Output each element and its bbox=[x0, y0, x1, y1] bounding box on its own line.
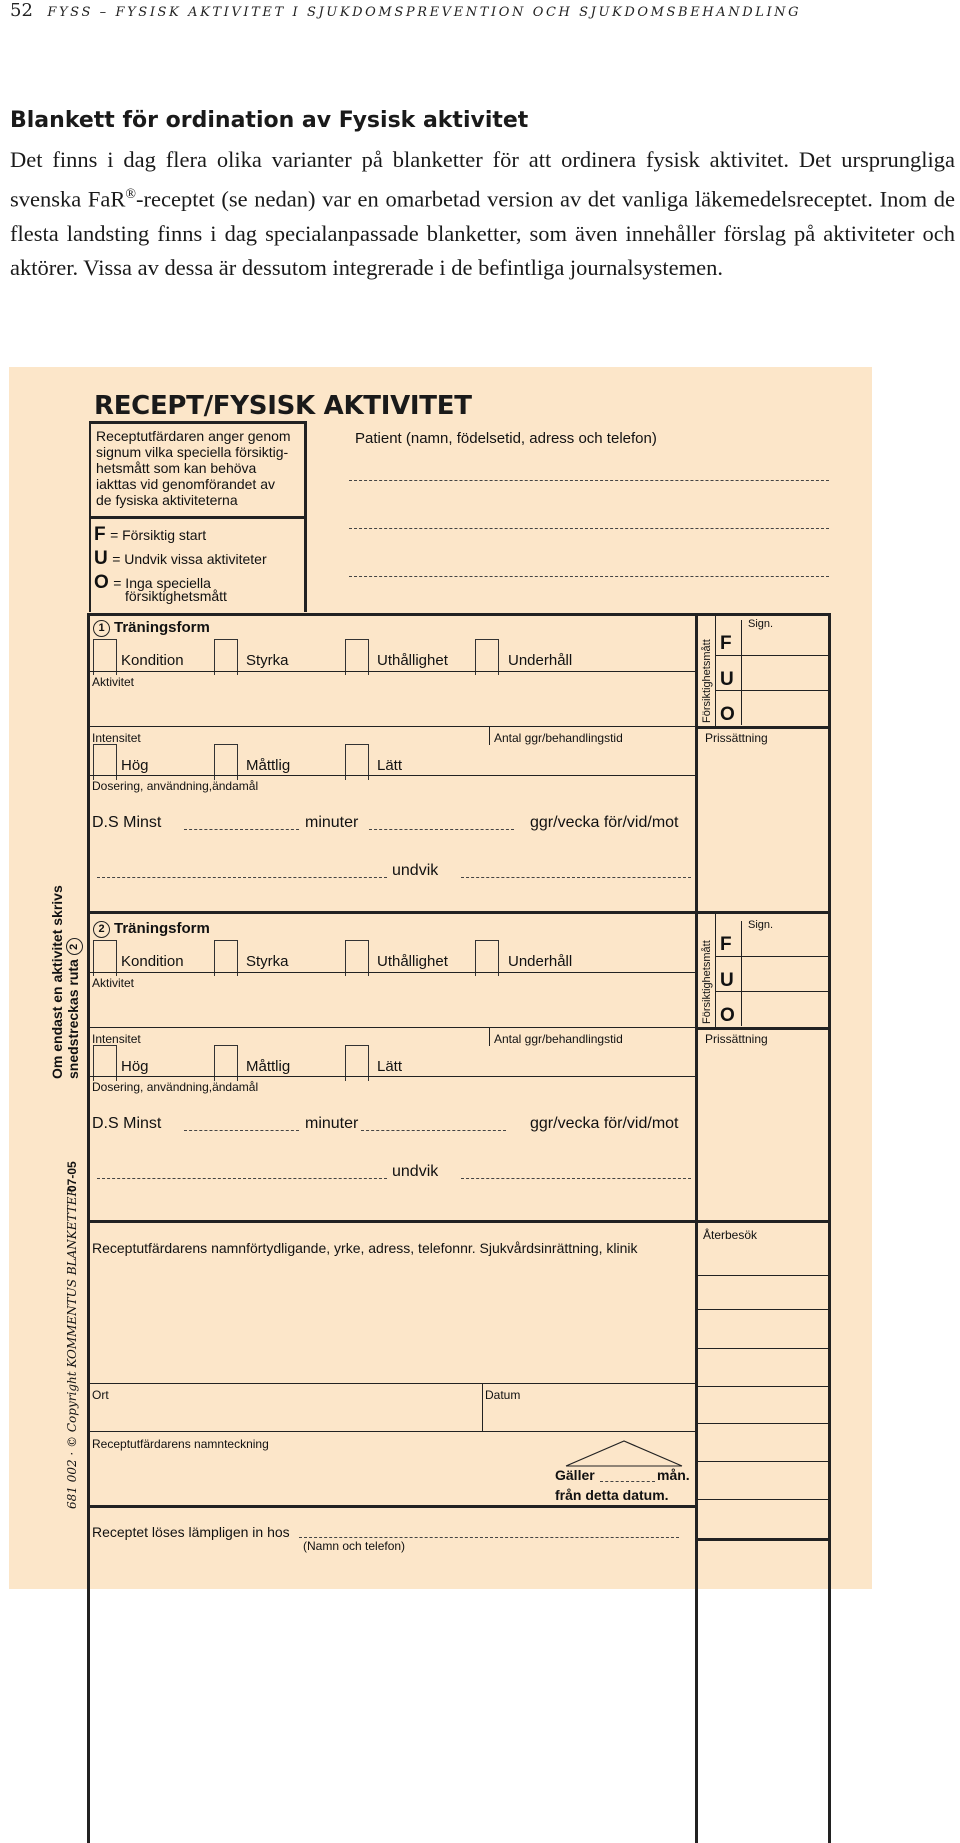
divider bbox=[698, 726, 831, 729]
checkbox-kondition[interactable] bbox=[93, 639, 117, 675]
divider bbox=[715, 991, 831, 992]
namn-telefon-label: (Namn och telefon) bbox=[303, 1539, 406, 1553]
man-label: mån. bbox=[657, 1467, 690, 1483]
level-hog: Hög bbox=[121, 1058, 149, 1075]
triangle-outline bbox=[566, 1441, 682, 1466]
aktivitet-label: Aktivitet bbox=[92, 675, 135, 689]
type-styrka: Styrka bbox=[246, 953, 289, 970]
level-latt: Lätt bbox=[377, 757, 403, 774]
undvik-field-right[interactable] bbox=[461, 877, 691, 878]
info-line: Receptutfärdaren anger genom bbox=[96, 428, 291, 444]
fuo-u: U bbox=[720, 669, 734, 690]
divider bbox=[695, 1538, 831, 1541]
level-mattlig: Måttlig bbox=[246, 1058, 291, 1075]
divider bbox=[698, 1309, 831, 1310]
section-number: 2 bbox=[93, 921, 110, 938]
legend-letter-u: U bbox=[94, 548, 108, 569]
page-number: 52 bbox=[10, 0, 33, 21]
prissattning-label: Prissättning bbox=[705, 731, 768, 745]
side-note-number: 2 bbox=[66, 938, 83, 955]
running-header bbox=[10, 0, 801, 21]
level-mattlig: Måttlig bbox=[246, 757, 291, 774]
minst-field[interactable] bbox=[184, 1130, 299, 1131]
checkbox-kondition[interactable] bbox=[93, 940, 117, 976]
divider bbox=[482, 1383, 483, 1431]
divider bbox=[89, 1431, 695, 1432]
legend-text: försiktighetsmått bbox=[125, 588, 227, 604]
divider bbox=[89, 516, 307, 519]
divider bbox=[741, 921, 742, 1026]
loses-label: Receptet löses lämpligen in hos bbox=[92, 1524, 290, 1540]
forsiktighetsmatt-label: Försiktighetsmått bbox=[701, 940, 713, 1024]
legend-text: = Försiktig start bbox=[110, 527, 207, 543]
galler-label: Gäller bbox=[555, 1467, 595, 1483]
ggr-field[interactable] bbox=[369, 829, 514, 830]
divider bbox=[698, 1348, 831, 1349]
fuo-u: U bbox=[720, 970, 734, 991]
divider bbox=[715, 690, 831, 691]
intro-paragraph bbox=[10, 143, 955, 286]
fuo-o: O bbox=[720, 704, 735, 725]
form-title: RECEPT/FYSISK AKTIVITET bbox=[94, 391, 472, 421]
section-1-label bbox=[93, 619, 210, 637]
side-note-2 bbox=[65, 934, 83, 1079]
dosering-label: Dosering, användning,ändamål bbox=[92, 779, 259, 793]
side-note-1: Om endast en aktivitet skrivs bbox=[49, 885, 65, 1079]
loses-field[interactable] bbox=[299, 1537, 679, 1538]
utfardare-label: Receptutfärdarens namnförtydligande, yrke, adress, telefonnr. Sjukvårdsinrättning, klinik bbox=[92, 1240, 638, 1256]
checkbox-styrka[interactable] bbox=[214, 639, 238, 675]
divider bbox=[715, 914, 716, 1027]
section-label-text: Träningsform bbox=[114, 619, 210, 636]
checkbox-styrka[interactable] bbox=[214, 940, 238, 976]
legend-letter-o: O bbox=[94, 572, 109, 593]
fuo-o: O bbox=[720, 1005, 735, 1026]
section-heading: Blankett för ordination av Fysisk aktivitet bbox=[10, 108, 529, 133]
ggr-field[interactable] bbox=[361, 1130, 506, 1131]
patient-line[interactable] bbox=[349, 576, 829, 577]
type-underhall: Underhåll bbox=[508, 953, 573, 970]
level-hog: Hög bbox=[121, 757, 149, 774]
aterbesok-label: Återbesök bbox=[703, 1228, 758, 1242]
ggr-vecka-label: ggr/vecka för/vid/mot bbox=[530, 814, 679, 831]
divider bbox=[715, 956, 831, 957]
divider bbox=[489, 1027, 490, 1046]
undvik-label: undvik bbox=[392, 1163, 439, 1180]
ggr-vecka-label: ggr/vecka för/vid/mot bbox=[530, 1115, 679, 1132]
legend-text: = Undvik vissa aktiviteter bbox=[112, 551, 267, 567]
section-number: 1 bbox=[93, 620, 110, 637]
namnteckning-label: Receptutfärdarens namnteckning bbox=[92, 1437, 269, 1451]
divider bbox=[89, 775, 695, 776]
divider bbox=[695, 613, 698, 1843]
type-styrka: Styrka bbox=[246, 652, 289, 669]
legend-letter-f: F bbox=[94, 524, 106, 545]
checkbox-uthallighet[interactable] bbox=[345, 639, 369, 675]
divider bbox=[741, 620, 742, 725]
divider bbox=[715, 616, 716, 726]
patient-line[interactable] bbox=[349, 480, 829, 481]
divider bbox=[698, 1027, 831, 1030]
divider bbox=[715, 655, 831, 656]
ds-minst-label: D.S Minst bbox=[92, 1115, 162, 1132]
checkbox-uthallighet[interactable] bbox=[345, 940, 369, 976]
undvik-field-left[interactable] bbox=[97, 1178, 387, 1179]
divider bbox=[89, 1027, 695, 1028]
galler-triangle bbox=[564, 1438, 686, 1468]
checkbox-underhall[interactable] bbox=[475, 639, 499, 675]
aktivitet-label: Aktivitet bbox=[92, 976, 135, 990]
intro-text-1: Det finns i dag flera olika varianter på blanketter för att ordinera fysisk aktivitet. Det ursprungliga svenska FaR bbox=[10, 147, 955, 212]
legend-text: = Inga speciella bbox=[113, 575, 211, 591]
divider bbox=[698, 1499, 831, 1500]
divider bbox=[89, 1383, 695, 1384]
divider bbox=[87, 1505, 698, 1508]
type-kondition: Kondition bbox=[121, 953, 184, 970]
section-2-label bbox=[93, 920, 210, 938]
type-kondition: Kondition bbox=[121, 652, 184, 669]
legend bbox=[94, 524, 267, 604]
side-note-2-text: snedstreckas ruta bbox=[65, 959, 81, 1079]
galler-months-field[interactable] bbox=[600, 1481, 655, 1482]
info-line: signum vilka speciella försiktig- bbox=[96, 444, 289, 460]
datum-label: Datum bbox=[485, 1388, 521, 1402]
undvik-field-right[interactable] bbox=[461, 1178, 691, 1179]
divider bbox=[489, 726, 490, 745]
fuo-f: F bbox=[720, 633, 732, 654]
info-line: de fysiska aktiviteterna bbox=[96, 492, 238, 508]
divider bbox=[89, 671, 695, 672]
dosering-label: Dosering, användning,ändamål bbox=[92, 1080, 259, 1094]
info-line: hetsmått som kan behöva bbox=[96, 460, 257, 476]
forsiktighetsmatt-label: Försiktighetsmått bbox=[701, 639, 713, 723]
fuo-f: F bbox=[720, 934, 732, 955]
divider bbox=[698, 1461, 831, 1462]
divider bbox=[698, 1275, 831, 1276]
checkbox-underhall[interactable] bbox=[475, 940, 499, 976]
ort-label: Ort bbox=[92, 1388, 109, 1402]
intensitet-label: Intensitet bbox=[92, 731, 141, 745]
divider bbox=[698, 1386, 831, 1387]
divider bbox=[89, 726, 695, 727]
sign-label: Sign. bbox=[748, 618, 774, 630]
intensitet-label: Intensitet bbox=[92, 1032, 141, 1046]
divider bbox=[87, 613, 831, 616]
type-underhall: Underhåll bbox=[508, 652, 573, 669]
prescription-form bbox=[9, 367, 872, 1589]
patient-label: Patient (namn, födelsetid, adress och telefon) bbox=[355, 430, 657, 447]
antal-label: Antal ggr/behandlingstid bbox=[494, 731, 623, 745]
patient-line[interactable] bbox=[349, 528, 829, 529]
level-latt: Lätt bbox=[377, 1058, 403, 1075]
sign-label: Sign. bbox=[748, 919, 774, 931]
divider bbox=[89, 1220, 831, 1223]
info-text bbox=[96, 428, 291, 508]
divider bbox=[698, 1423, 831, 1424]
info-line: iakttas vid genomförandet av bbox=[96, 476, 275, 492]
type-uthallighet: Uthållighet bbox=[377, 652, 448, 669]
undvik-label: undvik bbox=[392, 862, 439, 879]
divider bbox=[89, 911, 831, 914]
divider bbox=[89, 972, 695, 973]
ds-minst-label: D.S Minst bbox=[92, 814, 162, 831]
antal-label: Antal ggr/behandlingstid bbox=[494, 1032, 623, 1046]
divider bbox=[89, 421, 307, 424]
prissattning-label: Prissättning bbox=[705, 1032, 768, 1046]
minuter-label: minuter bbox=[305, 814, 359, 831]
section-label-text: Träningsform bbox=[114, 920, 210, 937]
intro-text-2: -receptet (se nedan) var en omarbetad version av det vanliga läkemedelsreceptet. Inom de flesta landsting finns i dag specialanpassade blanketter, som även innehåller förslag på aktiviteter och aktörer. Vissa av dessa är dessutom integrerade i de befintliga journalsystemen. bbox=[10, 186, 955, 281]
minuter-label: minuter bbox=[305, 1115, 359, 1132]
form-date-code: 07-05 bbox=[65, 1161, 79, 1192]
fran-datum-label: från detta datum. bbox=[555, 1487, 669, 1503]
copyright-note: 681 002 · © Copyright KOMMENTUS BLANKETTER bbox=[65, 1187, 79, 1509]
divider bbox=[89, 1076, 695, 1077]
minst-field[interactable] bbox=[184, 829, 299, 830]
running-title: FYSS – FYSISK AKTIVITET I SJUKDOMSPREVENTION OCH SJUKDOMSBEHANDLING bbox=[47, 5, 802, 20]
registered-mark: ® bbox=[125, 186, 137, 202]
undvik-field-left[interactable] bbox=[97, 877, 387, 878]
type-uthallighet: Uthållighet bbox=[377, 953, 448, 970]
